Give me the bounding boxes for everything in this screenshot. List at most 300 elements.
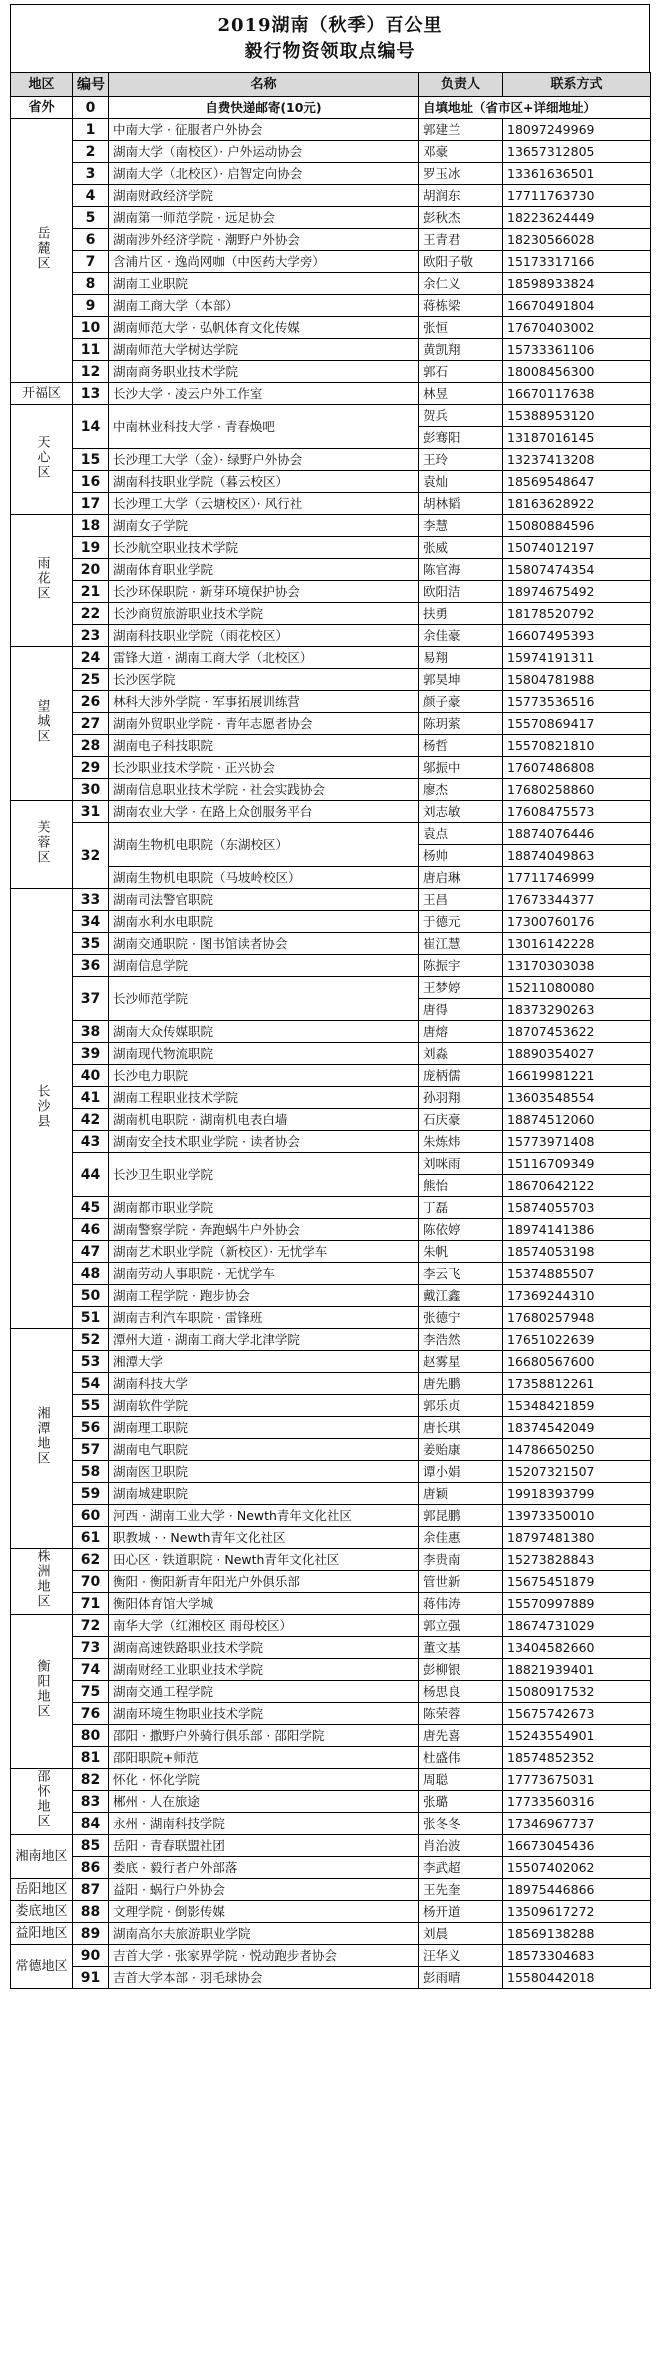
district-label: 衡阳地区 (34, 1659, 50, 1719)
number-cell: 84 (73, 1813, 109, 1835)
table-row (11, 1967, 651, 1989)
name-cell: 湖南软件学院 (109, 1395, 419, 1417)
person-cell: 刘咪雨 (419, 1153, 503, 1175)
person-cell: 陈玥萦 (419, 713, 503, 735)
person-cell: 董文基 (419, 1637, 503, 1659)
phone-cell: 18569548647 (503, 471, 651, 493)
number-cell: 91 (73, 1967, 109, 1989)
person-cell: 蒋栋梁 (419, 295, 503, 317)
phone-cell: 13657312805 (503, 141, 651, 163)
phone-cell: 18707453622 (503, 1021, 651, 1043)
person-cell: 彭秋杰 (419, 207, 503, 229)
table-row (11, 955, 651, 977)
phone-cell: 15374885507 (503, 1263, 651, 1285)
person-cell: 唐启琳 (419, 867, 503, 889)
person-cell: 赵雾星 (419, 1351, 503, 1373)
name-cell: 湖南机电职院 · 湖南机电表白墙 (109, 1109, 419, 1131)
name-cell: 湖南司法警官职院 (109, 889, 419, 911)
table-row (11, 405, 651, 427)
person-cell: 欧阳洁 (419, 581, 503, 603)
table-row (11, 603, 651, 625)
number-cell: 76 (73, 1703, 109, 1725)
table-row (11, 295, 651, 317)
table-row (11, 339, 651, 361)
table-row (11, 1769, 651, 1791)
number-cell: 38 (73, 1021, 109, 1043)
table-row (11, 1285, 651, 1307)
number-cell: 48 (73, 1263, 109, 1285)
number-cell: 55 (73, 1395, 109, 1417)
phone-cell: 19918393799 (503, 1483, 651, 1505)
person-cell: 张德宁 (419, 1307, 503, 1329)
table-row (11, 1483, 651, 1505)
district-label: 娄底地区 (15, 1903, 68, 1919)
name-cell: 湖南现代物流职院 (109, 1043, 419, 1065)
phone-cell: 13404582660 (503, 1637, 651, 1659)
district-label: 湘潭地区 (34, 1406, 50, 1466)
number-cell: 35 (73, 933, 109, 955)
name-cell: 长沙电力职院 (109, 1065, 419, 1087)
phone-cell: 13187016145 (503, 427, 651, 449)
phone-cell: 17300760176 (503, 911, 651, 933)
number-cell: 43 (73, 1131, 109, 1153)
table-row (11, 669, 651, 691)
number-cell: 9 (73, 295, 109, 317)
number-cell: 70 (73, 1571, 109, 1593)
phone-cell: 18163628922 (503, 493, 651, 515)
phone-cell: 18974675492 (503, 581, 651, 603)
number-cell: 20 (73, 559, 109, 581)
phone-cell: 17346967737 (503, 1813, 651, 1835)
name-cell: 湖南财政经济学院 (109, 185, 419, 207)
person-cell: 刘志敏 (419, 801, 503, 823)
person-cell: 唐颖 (419, 1483, 503, 1505)
phone-cell: 18574852352 (503, 1747, 651, 1769)
number-cell: 26 (73, 691, 109, 713)
district-cell (11, 1615, 73, 1769)
table-row (11, 251, 651, 273)
number-cell: 8 (73, 273, 109, 295)
number-cell: 86 (73, 1857, 109, 1879)
number-cell: 14 (73, 405, 109, 449)
phone-cell: 15773971408 (503, 1131, 651, 1153)
table-row (11, 537, 651, 559)
person-cell: 唐熔 (419, 1021, 503, 1043)
district-label: 天心区 (34, 434, 50, 480)
phone-cell: 17711763730 (503, 185, 651, 207)
number-cell: 2 (73, 141, 109, 163)
district-label: 邵怀地区 (34, 1769, 50, 1829)
name-cell: 衡阳体育馆大学城 (109, 1593, 419, 1615)
name-cell: 自费快递邮寄(10元) (109, 97, 419, 119)
number-cell: 31 (73, 801, 109, 823)
number-cell: 72 (73, 1615, 109, 1637)
person-cell: 崔江慧 (419, 933, 503, 955)
name-cell: 长沙理工大学（云塘校区）· 风行社 (109, 493, 419, 515)
phone-cell: 18097249969 (503, 119, 651, 141)
person-cell: 邓豪 (419, 141, 503, 163)
header-row (11, 73, 651, 97)
phone-cell: 17680258860 (503, 779, 651, 801)
name-cell: 湖南工商大学（本部） (109, 295, 419, 317)
person-cell: 唐先喜 (419, 1725, 503, 1747)
name-cell: 中南大学 · 征服者户外协会 (109, 119, 419, 141)
header-person: 负责人 (419, 73, 503, 97)
name-cell: 湖南师范大学 · 弘帆体育文化传媒 (109, 317, 419, 339)
phone-cell: 17369244310 (503, 1285, 651, 1307)
person-cell: 陈官海 (419, 559, 503, 581)
phone-cell: 15580442018 (503, 1967, 651, 1989)
person-cell: 袁灿 (419, 471, 503, 493)
person-cell: 郭昆鹏 (419, 1505, 503, 1527)
name-cell: 湖南交通职院 · 图书馆读者协会 (109, 933, 419, 955)
person-cell: 肖治波 (419, 1835, 503, 1857)
table-row (11, 229, 651, 251)
district-cell (11, 1329, 73, 1549)
district-label: 湘南地区 (15, 1848, 68, 1864)
header-number: 编号 (73, 73, 109, 97)
phone-cell: 16673045436 (503, 1835, 651, 1857)
number-cell: 73 (73, 1637, 109, 1659)
number-cell: 61 (73, 1527, 109, 1549)
number-cell: 58 (73, 1461, 109, 1483)
number-cell: 45 (73, 1197, 109, 1219)
name-cell: 职教城 · · Newth青年文化社区 (109, 1527, 419, 1549)
phone-cell: 17673344377 (503, 889, 651, 911)
number-cell: 44 (73, 1153, 109, 1197)
district-cell (11, 1923, 73, 1945)
table-row (11, 1329, 651, 1351)
name-cell: 长沙大学 · 凌云户外工作室 (109, 383, 419, 405)
name-cell: 郴州 · 人在旅途 (109, 1791, 419, 1813)
number-cell: 22 (73, 603, 109, 625)
number-cell: 82 (73, 1769, 109, 1791)
table-row (11, 1901, 651, 1923)
table-row (11, 1571, 651, 1593)
name-cell: 长沙理工大学（金）· 绿野户外协会 (109, 449, 419, 471)
phone-cell: 15570997889 (503, 1593, 651, 1615)
table-row (11, 735, 651, 757)
phone-cell: 15211080080 (503, 977, 651, 999)
person-cell: 欧阳子敬 (419, 251, 503, 273)
person-cell: 姜贻康 (419, 1439, 503, 1461)
phone-cell: 15348421859 (503, 1395, 651, 1417)
name-cell: 湖南艺术职业学院（新校区）· 无忧学车 (109, 1241, 419, 1263)
person-cell: 王先奎 (419, 1879, 503, 1901)
person-cell: 李云飞 (419, 1263, 503, 1285)
number-cell: 4 (73, 185, 109, 207)
table-row (11, 1021, 651, 1043)
table-row (11, 383, 651, 405)
name-cell: 娄底 · 毅行者户外部落 (109, 1857, 419, 1879)
name-cell: 雷锋大道 · 湖南工商大学（北校区） (109, 647, 419, 669)
title-line-2: 毅行物资领取点编号 (244, 41, 416, 62)
table-row (11, 493, 651, 515)
table-row (11, 1131, 651, 1153)
name-cell: 潭州大道 · 湖南工商大学北津学院 (109, 1329, 419, 1351)
name-cell: 湖南高尔夫旅游职业学院 (109, 1923, 419, 1945)
person-cell: 郭立强 (419, 1615, 503, 1637)
name-cell: 湖南女子学院 (109, 515, 419, 537)
phone-cell: 13016142228 (503, 933, 651, 955)
phone-cell: 15243554901 (503, 1725, 651, 1747)
name-cell: 湖南劳动人事职院 · 无忧学车 (109, 1263, 419, 1285)
name-cell: 湖南商务职业技术学院 (109, 361, 419, 383)
phone-cell: 15080884596 (503, 515, 651, 537)
district-cell (11, 1835, 73, 1879)
outer-province-row (11, 97, 651, 119)
person-cell: 王青君 (419, 229, 503, 251)
phone-cell: 13237413208 (503, 449, 651, 471)
phone-cell: 17773675031 (503, 1769, 651, 1791)
table-row (11, 1395, 651, 1417)
number-cell: 42 (73, 1109, 109, 1131)
phone-cell: 18573304683 (503, 1945, 651, 1967)
phone-cell: 15080917532 (503, 1681, 651, 1703)
person-cell: 王昌 (419, 889, 503, 911)
name-cell: 湖南体育职业学院 (109, 559, 419, 581)
number-cell: 18 (73, 515, 109, 537)
phone-cell: 15804781988 (503, 669, 651, 691)
table-row (11, 889, 651, 911)
number-cell: 90 (73, 1945, 109, 1967)
district-cell: 省外 (11, 97, 73, 119)
table-row (11, 625, 651, 647)
name-cell: 湖南都市职业学院 (109, 1197, 419, 1219)
number-cell: 10 (73, 317, 109, 339)
self-address-cell: 自填地址（省市区+详细地址） (419, 97, 651, 119)
person-cell: 陈荣蓉 (419, 1703, 503, 1725)
name-cell: 长沙职业技术学院 · 正兴协会 (109, 757, 419, 779)
phone-cell: 13170303038 (503, 955, 651, 977)
number-cell: 87 (73, 1879, 109, 1901)
name-cell: 吉首大学本部 · 羽毛球协会 (109, 1967, 419, 1989)
table-row (11, 1197, 651, 1219)
table-row (11, 449, 651, 471)
table-row (11, 1703, 651, 1725)
number-cell: 7 (73, 251, 109, 273)
name-cell: 湘潭大学 (109, 1351, 419, 1373)
phone-cell: 14786650250 (503, 1439, 651, 1461)
name-cell: 长沙商贸旅游职业技术学院 (109, 603, 419, 625)
number-cell: 53 (73, 1351, 109, 1373)
phone-cell: 18569138288 (503, 1923, 651, 1945)
phone-cell: 18223624449 (503, 207, 651, 229)
phone-cell: 16607495393 (503, 625, 651, 647)
person-cell: 张威 (419, 537, 503, 559)
table-row (11, 933, 651, 955)
person-cell: 陈振宇 (419, 955, 503, 977)
number-cell: 23 (73, 625, 109, 647)
table-row (11, 1065, 651, 1087)
name-cell: 湖南环境生物职业技术学院 (109, 1703, 419, 1725)
district-cell (11, 1549, 73, 1615)
district-cell (11, 1769, 73, 1835)
table-row (11, 185, 651, 207)
number-cell: 51 (73, 1307, 109, 1329)
name-cell: 南华大学（红湘校区 雨母校区） (109, 1615, 419, 1637)
person-cell: 陈依婷 (419, 1219, 503, 1241)
name-cell: 湖南师范大学树达学院 (109, 339, 419, 361)
number-cell: 74 (73, 1659, 109, 1681)
phone-cell: 18574053198 (503, 1241, 651, 1263)
person-cell: 唐长琪 (419, 1417, 503, 1439)
phone-cell: 18230566028 (503, 229, 651, 251)
table-row (11, 801, 651, 823)
table-row (11, 1527, 651, 1549)
phone-cell: 17608475573 (503, 801, 651, 823)
person-cell: 丁磊 (419, 1197, 503, 1219)
table-row (11, 581, 651, 603)
phone-cell: 18670642122 (503, 1175, 651, 1197)
person-cell: 扶勇 (419, 603, 503, 625)
name-cell: 长沙环保职院 · 新芽环境保护协会 (109, 581, 419, 603)
pickup-point-table (10, 72, 651, 1989)
number-cell: 3 (73, 163, 109, 185)
person-cell: 胡林韬 (419, 493, 503, 515)
table-row (11, 647, 651, 669)
number-cell: 80 (73, 1725, 109, 1747)
phone-cell: 18674731029 (503, 1615, 651, 1637)
person-cell: 郭建兰 (419, 119, 503, 141)
phone-cell: 18874076446 (503, 823, 651, 845)
table-row (11, 1615, 651, 1637)
table-row (11, 823, 651, 845)
person-cell: 李浩然 (419, 1329, 503, 1351)
person-cell: 余佳豪 (419, 625, 503, 647)
phone-cell: 17607486808 (503, 757, 651, 779)
table-row (11, 163, 651, 185)
phone-cell: 16680567600 (503, 1351, 651, 1373)
number-cell: 37 (73, 977, 109, 1021)
name-cell: 湖南科技职业学院（雨花校区） (109, 625, 419, 647)
person-cell: 李武超 (419, 1857, 503, 1879)
phone-cell: 17680257948 (503, 1307, 651, 1329)
person-cell: 杨哲 (419, 735, 503, 757)
name-cell: 益阳 · 蜗行户外协会 (109, 1879, 419, 1901)
number-cell: 11 (73, 339, 109, 361)
person-cell: 孙羽翔 (419, 1087, 503, 1109)
table-row (11, 273, 651, 295)
person-cell: 张冬冬 (419, 1813, 503, 1835)
table-row (11, 1153, 651, 1175)
number-cell: 13 (73, 383, 109, 405)
name-cell: 长沙医学院 (109, 669, 419, 691)
district-label: 常德地区 (15, 1958, 68, 1974)
table-row (11, 361, 651, 383)
phone-cell: 18974141386 (503, 1219, 651, 1241)
phone-cell: 13603548554 (503, 1087, 651, 1109)
number-cell: 1 (73, 119, 109, 141)
district-label: 望城区 (34, 698, 50, 744)
name-cell: 湖南电子科技职院 (109, 735, 419, 757)
table-row (11, 515, 651, 537)
name-cell: 湖南医卫职院 (109, 1461, 419, 1483)
number-cell: 6 (73, 229, 109, 251)
number-cell: 83 (73, 1791, 109, 1813)
title-line-1: 2019湖南（秋季）百公里 (217, 15, 443, 36)
person-cell: 汪华义 (419, 1945, 503, 1967)
person-cell: 张璐 (419, 1791, 503, 1813)
table-row (11, 1109, 651, 1131)
number-cell: 81 (73, 1747, 109, 1769)
person-cell: 庞柄儒 (419, 1065, 503, 1087)
district-label: 长沙县 (34, 1083, 50, 1129)
distribution-sheet (10, 4, 650, 1989)
table-row (11, 141, 651, 163)
person-cell: 郭石 (419, 361, 503, 383)
district-label: 开福区 (21, 385, 61, 401)
number-cell: 41 (73, 1087, 109, 1109)
phone-cell: 18178520792 (503, 603, 651, 625)
table-row (11, 911, 651, 933)
name-cell: 湖南电气职院 (109, 1439, 419, 1461)
name-cell: 中南林业科技大学 · 青春焕吧 (109, 405, 419, 449)
district-cell (11, 647, 73, 801)
phone-cell: 18373290263 (503, 999, 651, 1021)
phone-cell: 16670491804 (503, 295, 651, 317)
header-district: 地区 (11, 73, 73, 97)
person-cell: 余佳惠 (419, 1527, 503, 1549)
phone-cell: 17358812261 (503, 1373, 651, 1395)
person-cell: 李慧 (419, 515, 503, 537)
person-cell: 熊怡 (419, 1175, 503, 1197)
number-cell: 47 (73, 1241, 109, 1263)
table-row (11, 1725, 651, 1747)
number-cell: 21 (73, 581, 109, 603)
phone-cell: 17711746999 (503, 867, 651, 889)
table-row (11, 1373, 651, 1395)
name-cell: 湖南第一师范学院 · 远足协会 (109, 207, 419, 229)
name-cell: 湖南理工职院 (109, 1417, 419, 1439)
phone-cell: 16619981221 (503, 1065, 651, 1087)
name-cell: 长沙师范学院 (109, 977, 419, 1021)
phone-cell: 15074012197 (503, 537, 651, 559)
table-row (11, 1879, 651, 1901)
person-cell: 贺兵 (419, 405, 503, 427)
name-cell: 湖南财经工业职业技术学院 (109, 1659, 419, 1681)
person-cell: 朱帆 (419, 1241, 503, 1263)
name-cell: 永州 · 湖南科技学院 (109, 1813, 419, 1835)
name-cell: 湖南警察学院 · 奔跑蜗牛户外协会 (109, 1219, 419, 1241)
phone-cell: 15675742673 (503, 1703, 651, 1725)
table-row (11, 713, 651, 735)
name-cell: 怀化 · 怀化学院 (109, 1769, 419, 1791)
name-cell: 含浦片区 · 逸尚网咖（中医药大学旁） (109, 251, 419, 273)
table-row (11, 1241, 651, 1263)
name-cell: 河西 · 湖南工业大学 · Newth青年文化社区 (109, 1505, 419, 1527)
table-row (11, 1417, 651, 1439)
table-row (11, 317, 651, 339)
table-row (11, 1637, 651, 1659)
table-row (11, 1923, 651, 1945)
phone-cell: 15733361106 (503, 339, 651, 361)
table-row (11, 1791, 651, 1813)
person-cell: 杨思良 (419, 1681, 503, 1703)
person-cell: 彭柳银 (419, 1659, 503, 1681)
person-cell: 王玲 (419, 449, 503, 471)
phone-cell: 13509617272 (503, 1901, 651, 1923)
number-cell: 71 (73, 1593, 109, 1615)
phone-cell: 15773536516 (503, 691, 651, 713)
person-cell: 郭昊坤 (419, 669, 503, 691)
district-label: 雨花区 (34, 555, 50, 601)
person-cell: 易翔 (419, 647, 503, 669)
table-row (11, 1681, 651, 1703)
district-label: 株洲地区 (34, 1549, 50, 1609)
number-cell: 17 (73, 493, 109, 515)
person-cell: 戴江鑫 (419, 1285, 503, 1307)
